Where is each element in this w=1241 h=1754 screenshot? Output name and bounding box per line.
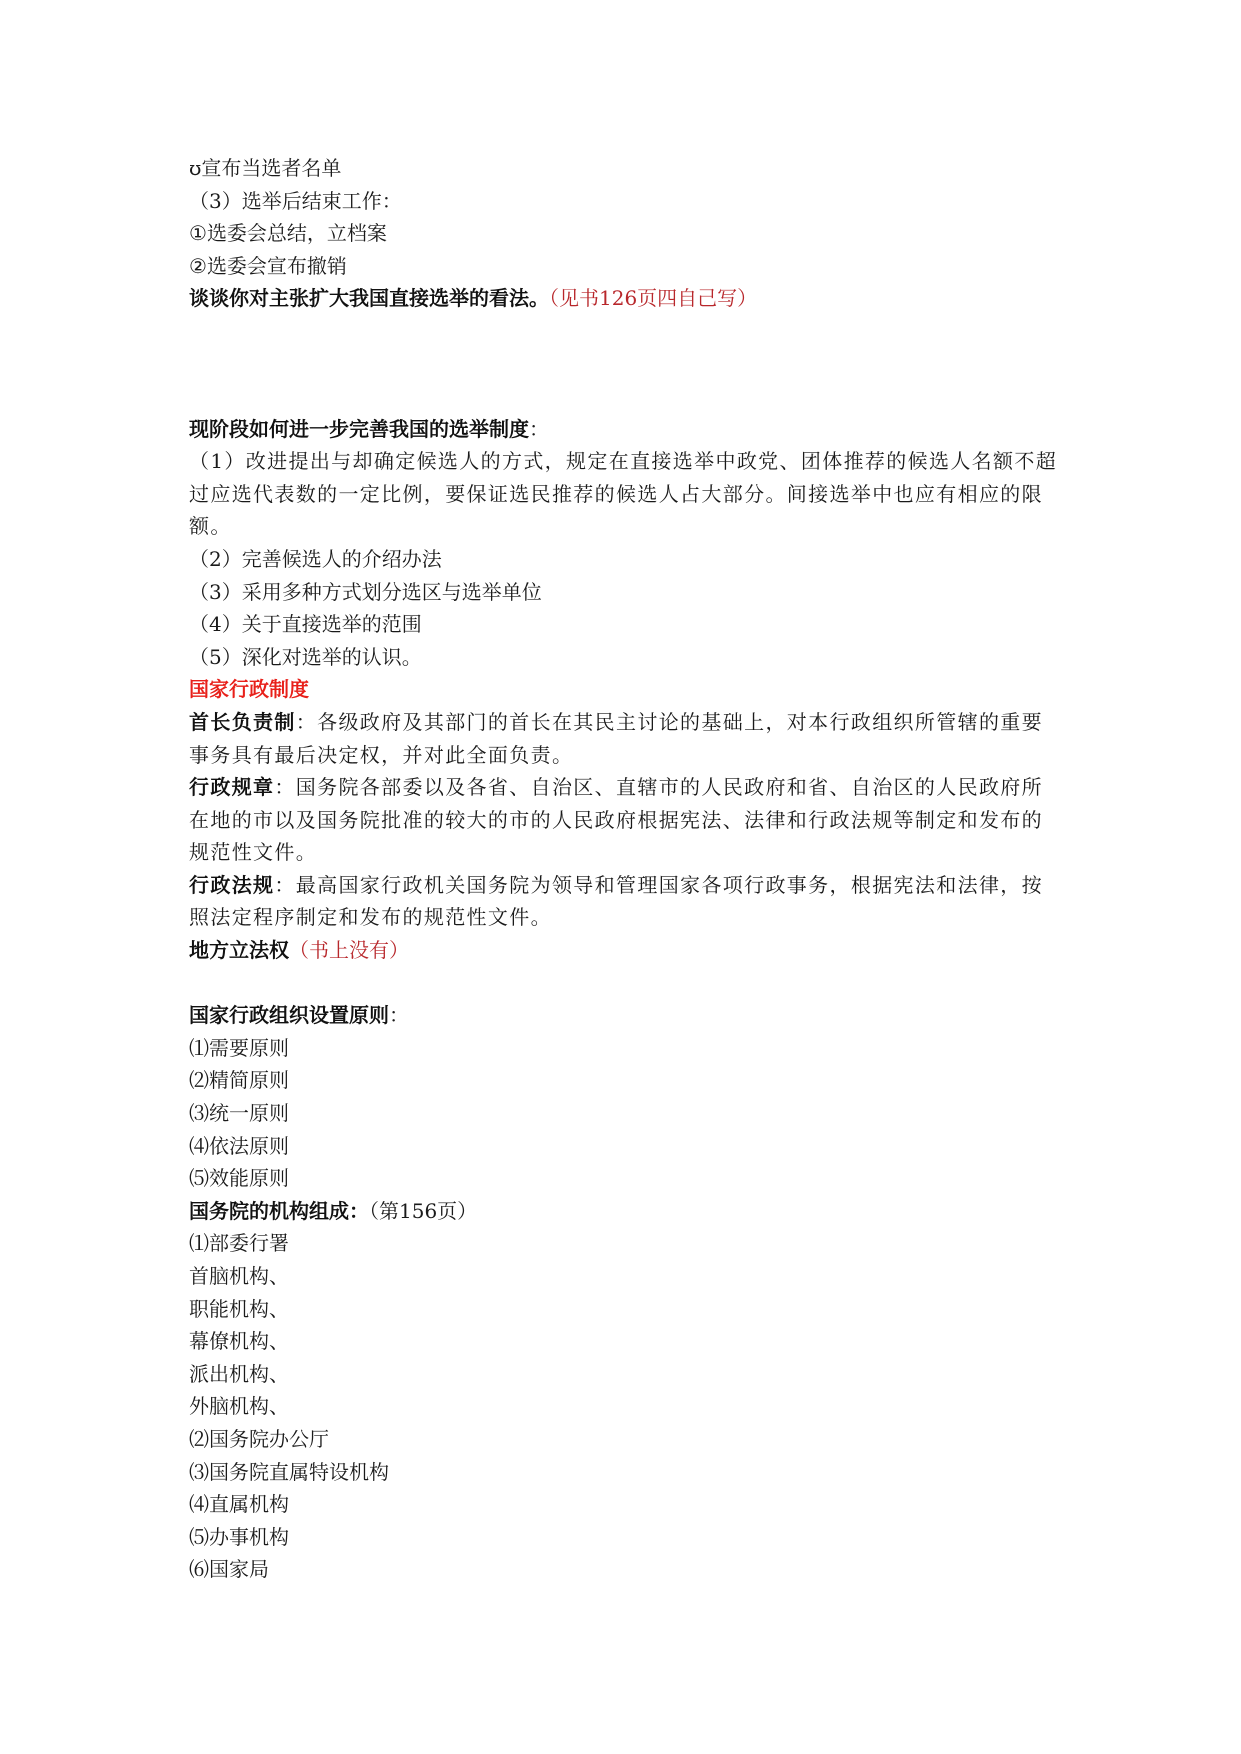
council-item-text: 国务院直属特设机构 xyxy=(209,1459,389,1484)
admin-section-title: 国家行政制度 xyxy=(189,677,309,702)
paren-number-4: ⑷ xyxy=(189,1133,209,1158)
principles-title: 国家行政组织设置原则 xyxy=(189,1003,389,1028)
council-sub-item: 幕僚机构、 xyxy=(189,1329,289,1354)
bullet-icon: ʊ xyxy=(189,156,202,180)
local-legislation-line xyxy=(189,934,1059,967)
principle-item xyxy=(189,1064,1059,1097)
term-label: 首长负责制 xyxy=(189,709,296,734)
council-sub-item: 派出机构、 xyxy=(189,1361,289,1386)
improve-item-4: （4）关于直接选举的范围 xyxy=(189,612,422,637)
improve-item-2: （2）完善候选人的介绍办法 xyxy=(189,546,442,571)
document-body xyxy=(189,152,1059,1586)
circled-number-2: ② xyxy=(189,253,207,278)
paren-number-4: ⑷ xyxy=(189,1492,209,1517)
paren-number-1: ⑴ xyxy=(189,1231,209,1256)
paren-number-3: ⑶ xyxy=(189,1101,209,1126)
state-council-title: 国务院的机构组成： xyxy=(189,1198,369,1223)
principles-title-colon: ： xyxy=(389,1003,409,1028)
council-item-text: 部委行署 xyxy=(209,1231,289,1256)
principle-item xyxy=(189,1097,1059,1130)
principle-text: 效能原则 xyxy=(209,1166,289,1191)
council-item xyxy=(189,1488,1059,1521)
council-item xyxy=(189,1553,1059,1586)
improve-title: 现阶段如何进一步完善我国的选举制度 xyxy=(189,416,529,441)
council-item-text: 直属机构 xyxy=(209,1492,289,1517)
council-item-text: 办事机构 xyxy=(209,1524,289,1549)
paren-number-1: ⑴ xyxy=(189,1035,209,1060)
spacer xyxy=(189,315,1059,380)
principle-item xyxy=(189,1032,1059,1065)
spacer xyxy=(189,967,1059,1000)
improve-item-3: （3）采用多种方式划分选区与选举单位 xyxy=(189,579,542,604)
announce-line xyxy=(189,152,1059,185)
improve-title-colon: ： xyxy=(529,416,549,441)
improve-title-line xyxy=(189,413,1059,446)
paren-number-6: ⑹ xyxy=(189,1557,209,1582)
council-item xyxy=(189,1227,1059,1260)
announce-text: 宣布当选者名单 xyxy=(201,156,342,180)
local-legislation-label: 地方立法权 xyxy=(189,938,289,963)
principle-item xyxy=(189,1162,1059,1195)
council-item xyxy=(189,1521,1059,1554)
principle-text: 精简原则 xyxy=(209,1068,289,1093)
term-admin-regulations xyxy=(189,771,1059,869)
question-line xyxy=(189,282,1059,315)
paren-number-2: ⑵ xyxy=(189,1426,209,1451)
council-item xyxy=(189,1423,1059,1456)
after-election-item-text: 选委会宣布撤销 xyxy=(206,253,347,278)
spacer xyxy=(189,380,1059,413)
after-election-item-text: 选委会总结，立档案 xyxy=(206,221,387,246)
principle-text: 统一原则 xyxy=(209,1101,289,1126)
after-election-item-1 xyxy=(189,217,1059,250)
council-sub-item: 外脑机构、 xyxy=(189,1394,289,1419)
improve-item-1: （1）改进提出与却确定候选人的方式，规定在直接选举中政党、团体推荐的候选人名额不超过应选代表数的一定比例，要保证选民推荐的候选人占大部分。间接选举中也应有相应的限额。 xyxy=(189,449,1058,539)
paren-number-5: ⑸ xyxy=(189,1166,209,1191)
circled-number-1: ① xyxy=(189,221,207,246)
council-sub-item: 首脑机构、 xyxy=(189,1264,289,1288)
state-council-title-line xyxy=(189,1195,1059,1228)
term-definition: ：最高国家行政机关国务院为领导和管理国家各项行政事务，根据宪法和法律，按照法定程序制定和发布的规范性文件。 xyxy=(189,872,1044,930)
paren-number-3: ⑶ xyxy=(189,1459,209,1484)
term-admin-laws xyxy=(189,869,1059,934)
after-election-item-2 xyxy=(189,250,1059,283)
local-legislation-note: （书上没有） xyxy=(289,938,409,963)
state-council-page-ref: （第156页） xyxy=(369,1198,478,1223)
term-definition: ：国务院各部委以及各省、自治区、直辖市的人民政府和省、自治区的人民政府所在地的市以及国务院批准的较大的市的人民政府根据宪法、法律和行政法规等制定和发布的规范性文件。 xyxy=(189,775,1044,865)
council-sub-item: 职能机构、 xyxy=(189,1296,289,1321)
principles-title-line xyxy=(189,999,1059,1032)
improve-item-5: （5）深化对选举的认识。 xyxy=(189,644,422,669)
principle-item xyxy=(189,1130,1059,1163)
paren-number-5: ⑸ xyxy=(189,1524,209,1549)
principle-text: 依法原则 xyxy=(209,1133,289,1158)
term-label: 行政法规 xyxy=(189,872,275,897)
question-note: （见书126页四自己写） xyxy=(549,286,758,311)
term-definition: ：各级政府及其部门的首长在其民主讨论的基础上，对本行政组织所管辖的重要事务具有最后决定权，并对此全面负责。 xyxy=(189,709,1043,767)
council-item-text: 国家局 xyxy=(209,1557,269,1582)
council-item xyxy=(189,1456,1059,1489)
term-chief-responsibility xyxy=(189,706,1059,771)
after-election-title: （3）选举后结束工作： xyxy=(189,188,402,213)
question-text: 谈谈你对主张扩大我国直接选举的看法。 xyxy=(189,286,549,311)
paren-number-2: ⑵ xyxy=(189,1068,209,1093)
term-label: 行政规章 xyxy=(189,775,275,800)
principle-text: 需要原则 xyxy=(209,1035,289,1060)
council-item-text: 国务院办公厅 xyxy=(209,1426,329,1451)
